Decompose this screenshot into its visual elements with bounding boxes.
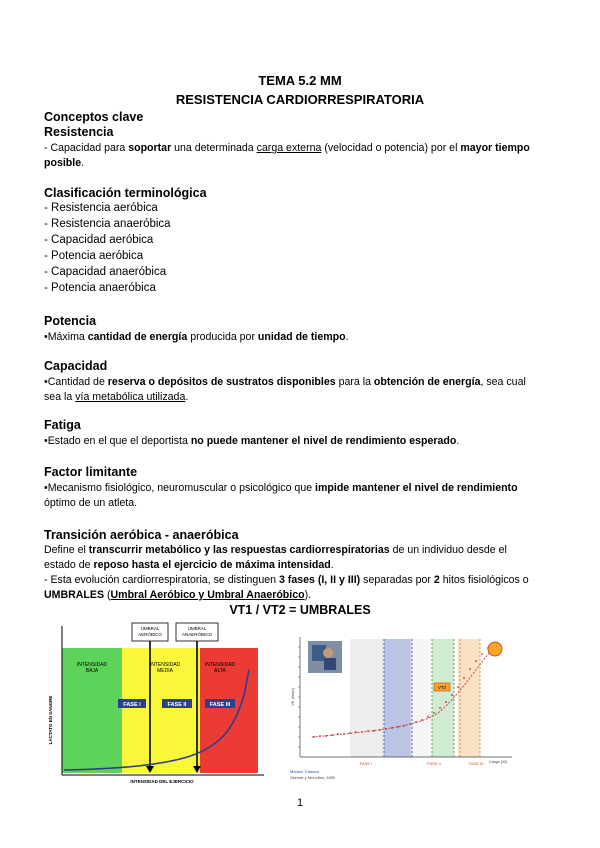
list-item: - Resistencia anaeróbica xyxy=(44,218,171,230)
right-fase3: FASE III xyxy=(468,761,484,766)
capacidad-heading: Capacidad xyxy=(44,359,108,373)
right-fase2: FASE II xyxy=(427,761,441,766)
title-line-1: TEMA 5.2 MM xyxy=(258,73,342,88)
vt2-band xyxy=(432,639,454,757)
right-caption-1: Modelo Trifásico xyxy=(290,769,320,774)
vt2-label: VT2 xyxy=(437,685,447,690)
resistencia-heading: Resistencia xyxy=(44,125,114,139)
list-item: - Potencia anaeróbica xyxy=(44,282,156,294)
umbral-anaerobico-label-2: ANAERÓBICO xyxy=(181,632,213,637)
transicion-paragraph: Define el transcurrir metabólico y las respuestas cardiorrespiratorias de un individuo desde el estado de reposo hasta el ejercicio de máxima intensidad. - Esta evolución cardiorrespiratoria, se distinguen 3 fases (I, II y III) separadas por 2 hitos fisiológicos o UMBRALES (Umbral Aeróbico y Umbral Anaeróbico). xyxy=(44,544,529,601)
fase1-label: FASE I xyxy=(123,702,141,708)
umbral-anaerobico-label-1: UMBRAL xyxy=(187,626,207,631)
right-xlabel: Carga (W) xyxy=(488,759,508,764)
zone3-label-2: ALTA xyxy=(214,668,226,674)
transicion-heading: Transición aeróbica - anaeróbica xyxy=(44,528,239,542)
vo2max-marker xyxy=(488,642,502,656)
left-xlabel: INTENSIDAD DEL EJERCICIO xyxy=(130,779,194,784)
phase3-band xyxy=(458,639,480,757)
left-ylabel: LACTATO EN SANGRE xyxy=(48,695,53,745)
zone2-label-2: MEDIA xyxy=(157,668,173,674)
list-item: - Capacidad aeróbica xyxy=(44,234,154,246)
list-item: - Potencia aeróbica xyxy=(44,250,144,262)
fase2-label: FASE II xyxy=(167,702,187,708)
factor-paragraph: •Mecanismo fisiológico, neuromuscular o psicológico que impide mantener el nivel de rendimiento óptimo de un atleta. xyxy=(44,482,518,509)
lactate-threshold-diagram xyxy=(44,620,270,785)
vt1-band xyxy=(384,639,412,757)
potencia-heading: Potencia xyxy=(44,314,97,328)
factor-heading: Factor limitante xyxy=(44,465,138,479)
list-item: - Capacidad anaeróbica xyxy=(44,266,167,278)
list-item: - Resistencia aeróbica xyxy=(44,202,158,214)
umbral-aerobico-label-1: UMBRAL xyxy=(140,626,160,631)
vt-umbrales-title: VT1 / VT2 = UMBRALES xyxy=(229,603,371,617)
potencia-paragraph: •Máxima cantidad de energía producida por unidad de tiempo. xyxy=(44,331,349,343)
right-fase1: FASE I xyxy=(359,761,373,766)
right-caption-2: Skinner y McLellan, 1980 xyxy=(290,775,335,780)
ventilatory-threshold-graph xyxy=(288,633,516,783)
umbral-aerobico-label-2: AERÓBICO xyxy=(138,632,162,637)
fatiga-heading: Fatiga xyxy=(44,418,81,432)
capacidad-paragraph: •Cantidad de reserva o depósitos de sustratos disponibles para la obtención de energía, sea cual sea la vía metabólica utilizada. xyxy=(44,376,526,403)
zone2-label-1: INTENSIDAD xyxy=(149,662,181,668)
page-number: 1 xyxy=(296,797,304,809)
clasificacion-heading: Clasificación terminológica xyxy=(44,186,207,200)
zone1-label-1: INTENSIDAD xyxy=(76,662,108,668)
fase3-label: FASE III xyxy=(209,702,231,708)
zone3-label-1: INTENSIDAD xyxy=(204,662,236,668)
right-ylabel: VE (l/min) xyxy=(290,688,295,706)
fatiga-paragraph: •Estado en el que el deportista no puede mantener el nivel de rendimiento esperado. xyxy=(44,435,460,447)
title-line-2: RESISTENCIA CARDIORRESPIRATORIA xyxy=(175,92,425,107)
zone1-label-2: BAJA xyxy=(85,668,99,674)
conceptos-heading: Conceptos clave xyxy=(44,110,144,124)
resistencia-paragraph: - Capacidad para soportar una determinada carga externa (velocidad o potencia) por el mayor tiempo posible. xyxy=(44,142,530,169)
